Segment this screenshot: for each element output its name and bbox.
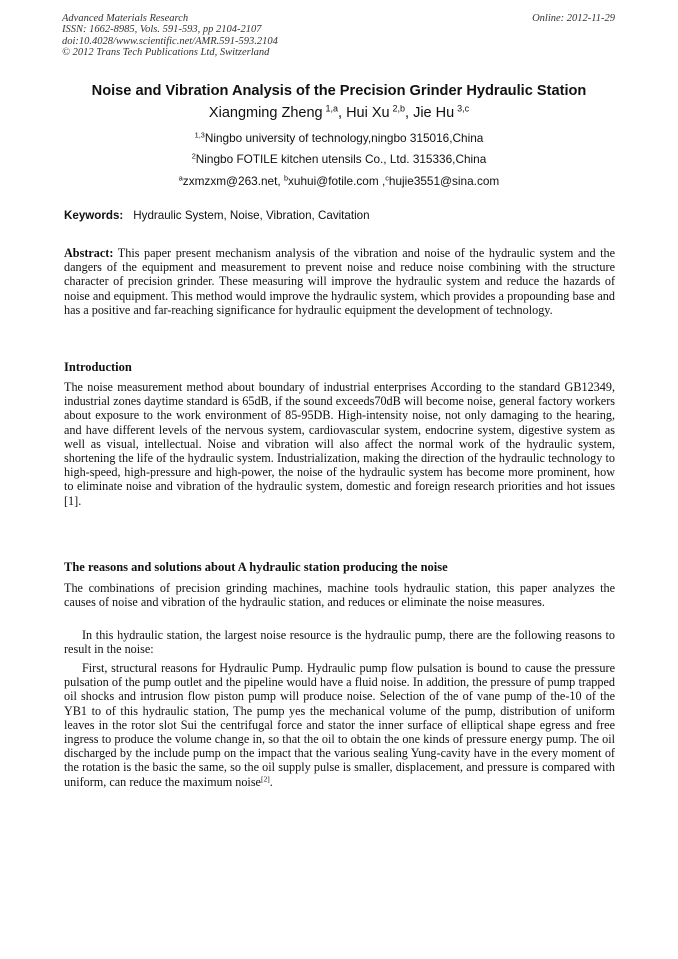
author-sup: 2,b	[392, 103, 405, 114]
keywords-label: Keywords:	[64, 209, 124, 222]
email-link[interactable]: xuhui@fotile.com ,	[288, 174, 386, 188]
paper-title: Noise and Vibration Analysis of the Precision Grinder Hydraulic Station	[91, 83, 587, 99]
online-date: Online: 2012-11-29	[532, 13, 615, 24]
abstract-text: This paper present mechanism analysis of the vibration and noise of the hydraulic system and the dangers of the equipment and measurement to prevent noise and reduce noise combining with the structure character of precision grinder. These measuring will improve the hydraulic system and reduce the hazards of noise and equipment. This method would improve the hydraulic system, which provides a propounding base and has a positive and far-reaching significance for hydraulic equipment the development of technology.	[64, 246, 616, 317]
affiliation-sup: 2	[191, 151, 196, 161]
reasons-paragraph-3-text: First, structural reasons for Hydraulic Pump. Hydraulic pump flow pulsation is bound to cause the pressure pulsation of the pump outlet and the pipeline would have a fluid noise. In addition, the pressure of pump trapped oil shocks and intrusion flow piston pump will produce noise. Selection of the of vane pump of the-10 of the YB1 to of this hydraulic station, The pump yes the mechanical volume of the pump, distribution of uniform leaves in the rotor slot Sui the centrifugal force and stator the inner surface of elliptical shape egress and free ingress to produce the volume change in, so that the oil to obtain the one kinds of pressure energy pump. The oil discharged by the include pump on the impact that the various sealing Yung-cavity have in the every moment of the rotation is the basic the same, so the oil supply pulse is smaller, displacement, and pressure is compared with uniform, can reduce the maximum noise	[64, 661, 615, 789]
email-sup: a	[178, 173, 183, 183]
reasons-paragraph-2: In this hydraulic station, the largest noise resource is the hydraulic pump, there are the following reasons to result in the noise:	[64, 628, 615, 657]
doi-line: doi:10.4028/www.scientific.net/AMR.591-593.2104	[62, 35, 278, 47]
affiliation-text: Ningbo university of technology,ningbo 315016,China	[204, 131, 484, 145]
affiliation-2	[30, 152, 648, 167]
author-sup: 3,c	[457, 103, 470, 114]
reasons-paragraph-3	[64, 661, 615, 789]
abstract-label: Abstract:	[64, 246, 114, 260]
keywords-text: Hydraulic System, Noise, Vibration, Cavitation	[133, 209, 370, 222]
introduction-body: The noise measurement method about boundary of industrial enterprises According to the standard GB12349, industrial zones daytime standard is 65dB, if the sound exceeds70dB will become noise, general factory workers about exposure to the work environment of 85-95DB. High-intensity noise, not only damaging to the hearing, and have different levels of the nervous system, cardiovascular system, endocrine system, digestive system as well as visual, intellectual. Noise and vibration will also affect the normal work of the hydraulic system, shortening the life of the hydraulic system. Industrialization, making the direction of the hydraulic technology to high-speed, high-pressure and high-power, the noise of the hydraulic system has become more prominent, how to eliminate noise and vibration of the hydraulic system, domestic and foreign research priorities and hot issues [1].	[64, 380, 615, 508]
journal-header	[62, 13, 615, 59]
introduction-heading: Introduction	[64, 360, 132, 374]
keywords	[64, 209, 615, 223]
issn-line: ISSN: 1662-8985, Vols. 591-593, pp 2104-2107	[62, 24, 262, 36]
author-name: Jie Hu	[413, 105, 455, 121]
affiliation-sup: 1,3	[194, 130, 205, 140]
reasons-heading: The reasons and solutions about A hydraulic station producing the noise	[64, 560, 448, 574]
reasons-paragraph-1: The combinations of precision grinding machines, machine tools hydraulic station, this paper analyzes the causes of noise and vibration of the hydraulic station, and reduces or eliminate the noise measures.	[64, 581, 615, 610]
email-link[interactable]: zxmzxm@263.net,	[182, 174, 281, 188]
abstract	[64, 246, 615, 317]
author-name: Hui Xu	[346, 105, 390, 121]
sentence-end: .	[269, 774, 273, 789]
author-sup: 1,a	[325, 103, 338, 114]
affiliation-1	[30, 131, 648, 146]
journal-name: Advanced Materials Research	[62, 13, 189, 24]
author-name: Xiangming Zheng	[208, 105, 323, 121]
author-list: Xiangming Zheng $^{1,a}$, Hui Xu $^{2,b}$, Jie Hu $^{3,c}$	[208, 103, 470, 121]
email-line	[30, 174, 648, 189]
citation-ref[interactable]: [2]	[260, 774, 270, 784]
email-link[interactable]: hujie3551@sina.com	[388, 174, 500, 188]
affiliation-text: Ningbo FOTILE kitchen utensils Co., Ltd. 315336,China	[195, 152, 487, 166]
email-sup: b	[283, 173, 289, 183]
email-sup: c	[385, 173, 389, 183]
copyright-line: © 2012 Trans Tech Publications Ltd, Switzerland	[62, 47, 270, 59]
